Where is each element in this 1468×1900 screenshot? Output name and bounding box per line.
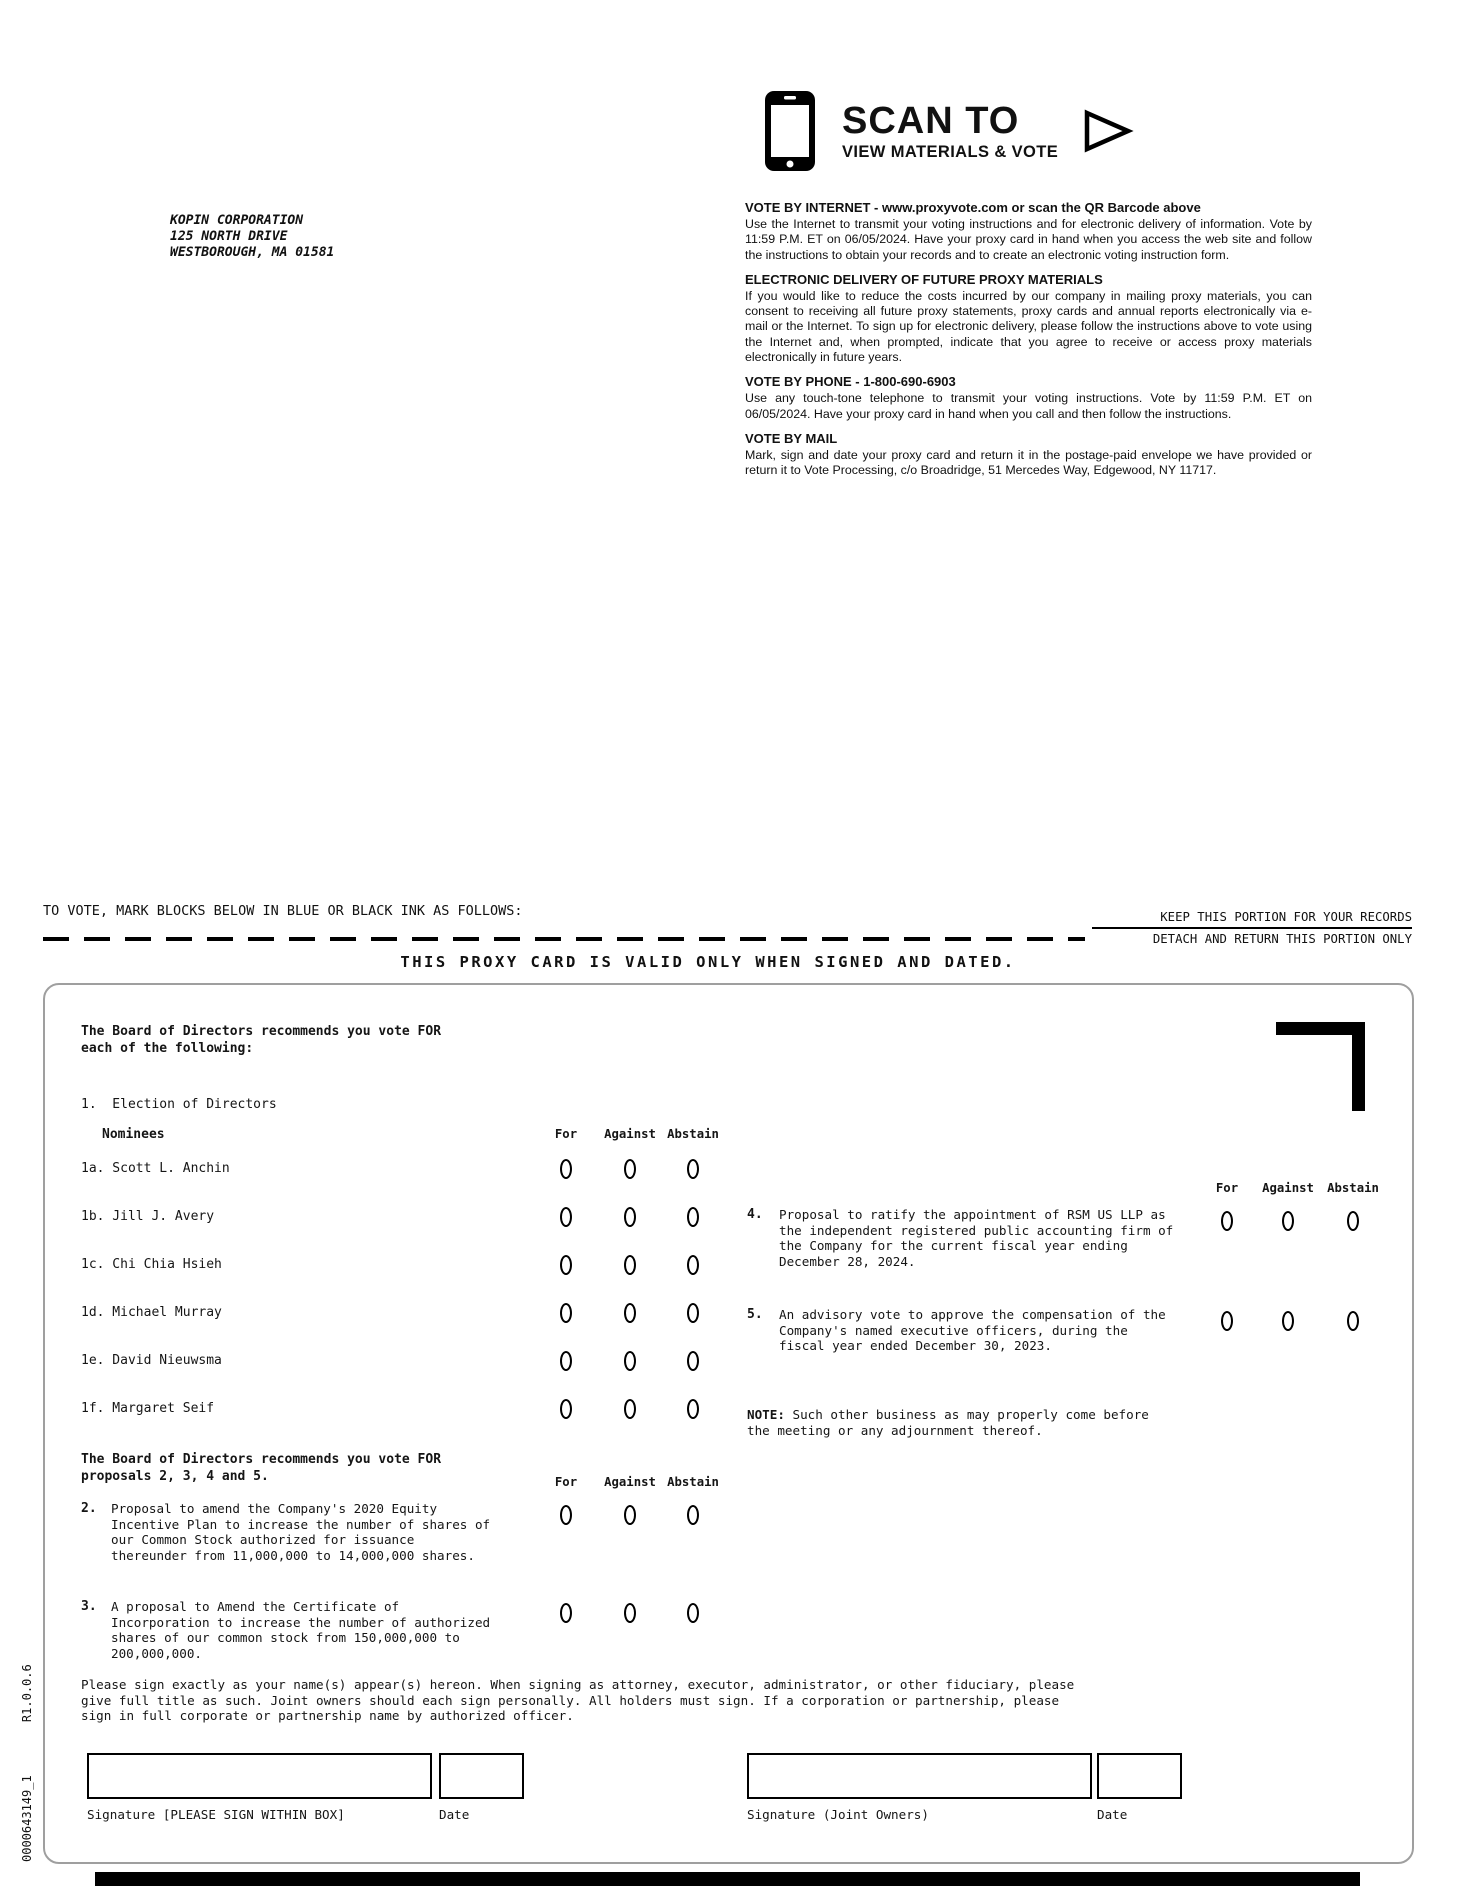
vote-oval-against[interactable] (624, 1255, 636, 1275)
column-header-abstain: Abstain (667, 1475, 719, 1489)
vote-oval-abstain[interactable] (687, 1207, 699, 1227)
signature-joint-label: Signature (Joint Owners) (747, 1807, 929, 1822)
vote-oval-for[interactable] (1221, 1211, 1233, 1231)
proposal-2-text: Proposal to amend the Company's 2020 Equity Incentive Plan to increase the number of shares of our Common Stock authorized for issuance thereunder from 11,000,000 to 14,000,000 shares. (111, 1501, 491, 1563)
corner-registration-mark-icon (1276, 1022, 1365, 1111)
column-header-against: Against (604, 1475, 656, 1489)
address-line2: WESTBOROUGH, MA 01581 (170, 245, 335, 260)
vote-oval-against[interactable] (624, 1399, 636, 1419)
proposal-3-text: A proposal to Amend the Certificate of Incorporation to increase the number of authorized shares of our common stock from 150,000,000 to 200,000,000. (111, 1599, 491, 1661)
vote-oval-abstain[interactable] (687, 1505, 699, 1525)
column-header-abstain: Abstain (667, 1127, 719, 1141)
vote-oval-abstain[interactable] (687, 1399, 699, 1419)
note-label: NOTE: (747, 1407, 785, 1422)
vote-phone-heading: VOTE BY PHONE - 1-800-690-6903 (745, 374, 956, 390)
column-header-against: Against (604, 1127, 656, 1141)
vote-oval-abstain[interactable] (687, 1303, 699, 1323)
vote-oval-against[interactable] (624, 1303, 636, 1323)
document-id: 0000643149_1 (20, 1775, 34, 1862)
vote-oval-for[interactable] (560, 1505, 572, 1525)
note-text: Such other business as may properly come before the meeting or any adjournment thereof. (747, 1407, 1149, 1438)
vote-oval-against[interactable] (624, 1505, 636, 1525)
vote-phone-body: Use any touch-tone telephone to transmit your voting instructions. Vote by 11:59 P.M. ET on 06/05/2024. Have your proxy card in hand when you call and then follow the instructions. (745, 391, 1312, 421)
vote-mail-heading: VOTE BY MAIL (745, 430, 838, 446)
vote-oval-abstain[interactable] (1347, 1211, 1359, 1231)
scan-text (842, 99, 1059, 161)
detach-return-text: DETACH AND RETURN THIS PORTION ONLY (1152, 932, 1412, 946)
nominee-name: 1b. Jill J. Avery (81, 1209, 215, 1224)
signature-primary-label: Signature [PLEASE SIGN WITHIN BOX] (87, 1807, 345, 1822)
vote-oval-against[interactable] (624, 1603, 636, 1623)
nominee-name: 1d. Michael Murray (81, 1305, 222, 1320)
proposal-3-number: 3. (81, 1599, 97, 1614)
column-header-against: Against (1262, 1181, 1314, 1195)
recommendation-1 (81, 1023, 441, 1057)
nominees-label: Nominees (102, 1127, 165, 1142)
document-control-code (20, 1664, 34, 1862)
signature-instructions: Please sign exactly as your name(s) appear(s) hereon. When signing as attorney, executor, administrator, or other fiduciary, please give full title as such. Joint owners should each sign personally. All holders must sign. If a corporation or partnership, please sign in full corporate or partnership name by authorized officer. (81, 1677, 1075, 1724)
voting-instructions (745, 200, 1312, 479)
vote-oval-abstain[interactable] (687, 1255, 699, 1275)
scan-title: SCAN TO (842, 99, 1020, 142)
keep-portion-text: KEEP THIS PORTION FOR YOUR RECORDS (1092, 910, 1412, 929)
vote-oval-for[interactable] (560, 1399, 572, 1419)
vote-oval-against[interactable] (624, 1351, 636, 1371)
date-primary-label: Date (439, 1807, 470, 1822)
vote-oval-against[interactable] (1282, 1311, 1294, 1331)
column-header-abstain: Abstain (1327, 1181, 1379, 1195)
vote-internet-heading: VOTE BY INTERNET - www.proxyvote.com or scan the QR Barcode above (745, 200, 1201, 215)
column-header-for: For (1215, 1181, 1239, 1195)
vote-oval-abstain[interactable] (687, 1603, 699, 1623)
note-block (747, 1407, 1167, 1438)
scan-header (762, 88, 1134, 174)
company-name: KOPIN CORPORATION (170, 213, 304, 228)
signature-box-joint[interactable] (747, 1753, 1092, 1799)
proposal-4-text: Proposal to ratify the appointment of RSM US LLP as the independent registered public accounting firm of the Company for the current fiscal year ending December 28, 2024. (779, 1207, 1174, 1269)
date-box-primary[interactable] (439, 1753, 524, 1799)
signature-box-primary[interactable] (87, 1753, 432, 1799)
vote-oval-for[interactable] (560, 1303, 572, 1323)
nominee-name: 1f. Margaret Seif (81, 1401, 215, 1416)
vote-oval-abstain[interactable] (687, 1159, 699, 1179)
vote-mail-body: Mark, sign and date your proxy card and return it in the postage-paid envelope we have provided or return it to Vote Processing, c/o Broadridge, 51 Mercedes Way, Edgewood, NY 11717. (745, 447, 1312, 478)
document-version: R1.0.0.6 (20, 1664, 34, 1723)
proposal-5-text: An advisory vote to approve the compensation of the Company's named executive officers, during the fiscal year ended December 30, 2023. (779, 1307, 1166, 1354)
detach-dashed-line (43, 937, 1085, 941)
valid-when-signed-text: THIS PROXY CARD IS VALID ONLY WHEN SIGNED AND DATED. (400, 953, 1016, 971)
recommendation-1-line2: each of the following: (81, 1041, 254, 1056)
vote-oval-abstain[interactable] (687, 1351, 699, 1371)
column-header-for: For (554, 1127, 578, 1141)
phone-icon (762, 88, 818, 174)
mark-blocks-instruction: TO VOTE, MARK BLOCKS BELOW IN BLUE OR BLACK INK AS FOLLOWS: (43, 903, 523, 919)
vote-oval-for[interactable] (560, 1255, 572, 1275)
vote-oval-against[interactable] (624, 1159, 636, 1179)
company-address (170, 213, 334, 261)
item-1-election-of-directors: 1. Election of Directors (81, 1097, 277, 1112)
electronic-delivery-heading: ELECTRONIC DELIVERY OF FUTURE PROXY MATERIALS (745, 271, 1103, 287)
recommendation-2-line2: proposals 2, 3, 4 and 5. (81, 1469, 269, 1484)
proposal-5-number: 5. (747, 1307, 763, 1322)
play-arrow-icon (1082, 108, 1134, 154)
electronic-delivery-body: If you would like to reduce the costs incurred by our company in mailing proxy materials, you can consent to receiving all future proxy statements, proxy cards and annual reports electronically via e-mail or the Internet. To sign up for electronic delivery, please follow the instructions above to vote using the Internet and, when prompted, indicate that you agree to receive or access proxy materials electronically in future years. (745, 288, 1312, 365)
records-block (1092, 910, 1412, 946)
proposal-2-number: 2. (81, 1501, 97, 1516)
column-header-for: For (554, 1475, 578, 1489)
vote-oval-for[interactable] (560, 1207, 572, 1227)
proxy-ballot-card (43, 983, 1414, 1864)
nominee-name: 1e. David Nieuwsma (81, 1353, 222, 1368)
vote-oval-for[interactable] (1221, 1311, 1233, 1331)
vote-oval-against[interactable] (624, 1207, 636, 1227)
nominee-name: 1c. Chi Chia Hsieh (81, 1257, 222, 1272)
scan-subtitle: VIEW MATERIALS & VOTE (842, 142, 1059, 161)
vote-oval-against[interactable] (1282, 1211, 1294, 1231)
date-joint-label: Date (1097, 1807, 1128, 1822)
recommendation-2-line1: The Board of Directors recommends you vote FOR (81, 1452, 442, 1467)
recommendation-1-line1: The Board of Directors recommends you vote FOR (81, 1024, 442, 1039)
address-line1: 125 NORTH DRIVE (170, 229, 288, 244)
proposal-4-number: 4. (747, 1207, 763, 1222)
nominee-name: 1a. Scott L. Anchin (81, 1161, 230, 1176)
date-box-joint[interactable] (1097, 1753, 1182, 1799)
vote-oval-for[interactable] (560, 1603, 572, 1623)
bottom-scan-bar (95, 1872, 1360, 1886)
recommendation-2 (81, 1451, 441, 1485)
vote-internet-body: Use the Internet to transmit your voting instructions and for electronic delivery of information. Vote by 11:59 P.M. ET on 06/05/2024. Have your proxy card in hand when you access the web site and follow the instructions to obtain your records and to create an electronic voting instruction form. (745, 217, 1312, 262)
vote-oval-for[interactable] (560, 1159, 572, 1179)
vote-oval-abstain[interactable] (1347, 1311, 1359, 1331)
vote-oval-for[interactable] (560, 1351, 572, 1371)
